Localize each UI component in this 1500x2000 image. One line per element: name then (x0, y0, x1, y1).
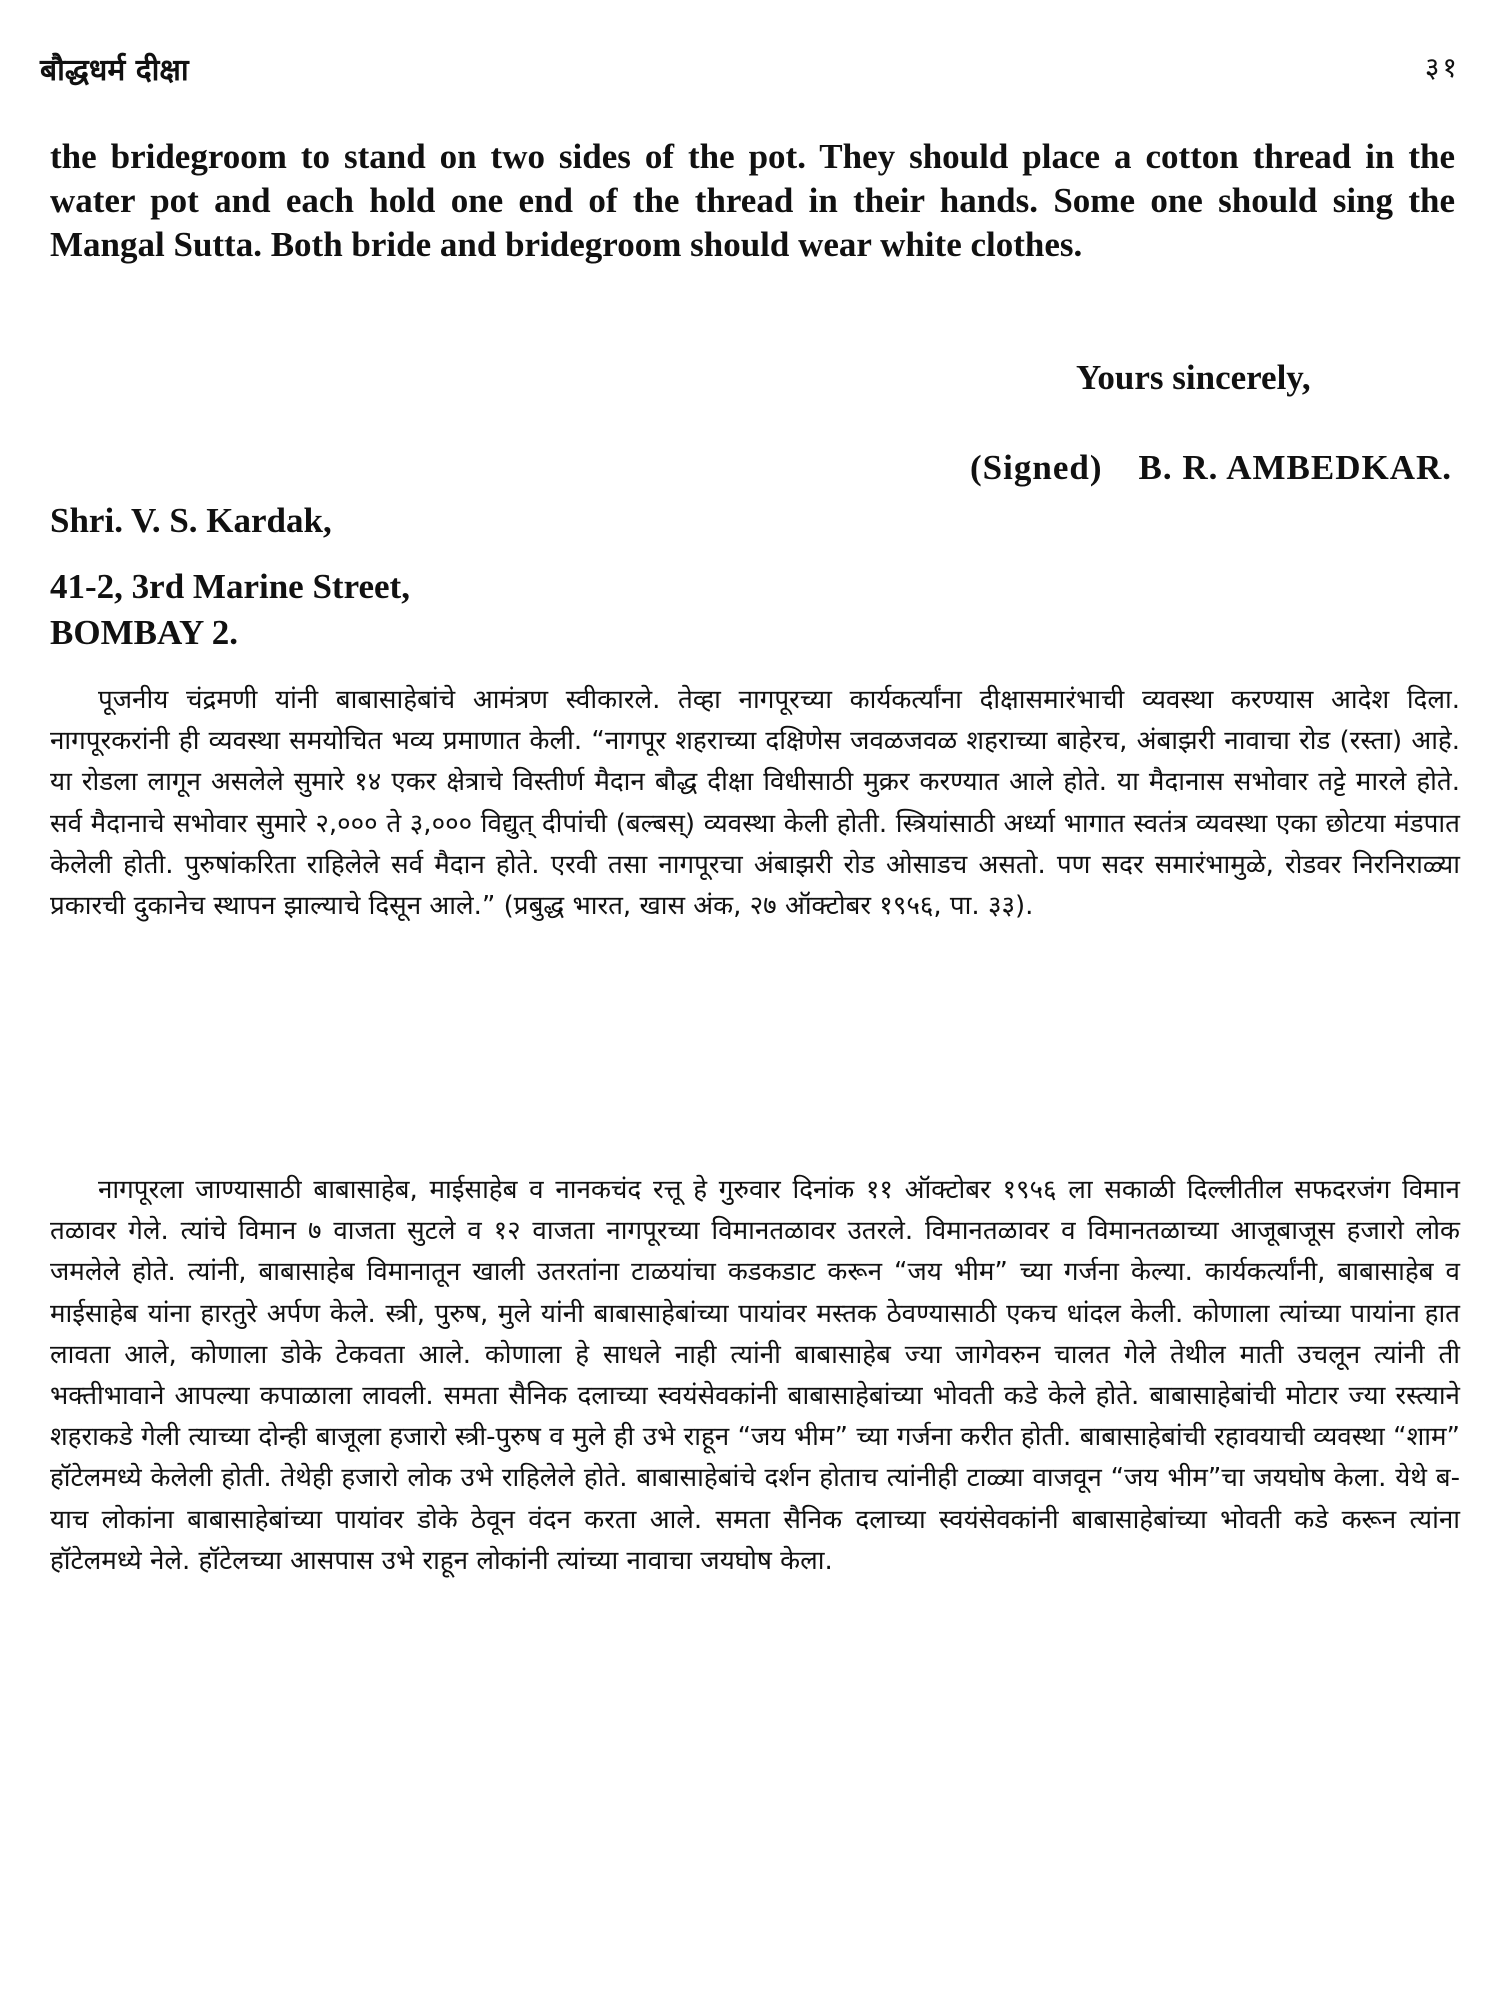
recipient-address (50, 498, 410, 656)
running-title: बौद्धधर्म दीक्षा (40, 53, 189, 88)
letter-paragraph: the bridegroom to stand on two sides of the pot. They should place a cotton thread in the water pot and each hold one end of the thread in their hands. Some one should sing the Mangal Sutta. Both bride and bridegroom should wear white clothes. (50, 137, 1455, 264)
page-number: ३१ (1424, 51, 1460, 84)
letter-signature (970, 448, 1452, 488)
address-line: BOMBAY 2. (50, 613, 238, 652)
marathi-paragraph-2: नागपूरला जाण्यासाठी बाबासाहेब, माईसाहेब व नानकचंद रत्तू हे गुरुवार दिनांक ११ ऑक्टोबर १९५६ ला सकाळी दिल्लीतील सफदरजंग विमान तळावर गेले. त्यांचे विमान ७ वाजता सुटले व १२ वाजता नागपूरच्या विमानतळावर उतरले. विमानतळावर व विमानतळाच्या आजूबाजूस हजारो लोक जमलेले होते. त्यांनी, बाबासाहेब विमानातून खाली उतरतांना टाळयांचा कडकडाट करून “जय भीम” च्या गर्जना केल्या. कार्यकर्त्यांनी, बाबासाहेब व माईसाहेब यांना हारतुरे अर्पण केले. स्त्री, पुरुष, मुले यांनी बाबासाहेबांच्या पायांवर मस्तक ठेवण्यासाठी एकच धांदल केली. कोणाला त्यांच्या पायांना हात लावता आले, कोणाला डोके टेकवता आले. कोणाला हे साधले नाही त्यांनी बाबासाहेब ज्या जागेवरुन चालत गेले तेथील माती उचलून त्यांनी ती भक्तीभावाने आपल्या कपाळाला लावली. समता सैनिक दलाच्या स्वयंसेवकांनी बाबासाहेबांच्या भोवती कडे केले होते. बाबासाहेबांची मोटार ज्या रस्त्याने शहराकडे गेली त्याच्या दोन्ही बाजूला हजारो स्त्री-पुरुष व मुले ही उभे राहून “जय भीम” च्या गर्जना करीत होती. बाबासाहेबांची रहावयाची व्यवस्था “शाम” हॉटेलमध्ये केलेली होती. तेथेही हजारो लोक उभे राहिलेले होते. बाबासाहेबांचे दर्शन होताच त्यांनीही टाळ्या वाजवून “जय भीम”चा जयघोष केला. येथे ब-याच लोकांना बाबासाहेबांच्या पायांवर डोके ठेवून वंदन करता आले. समता सैनिक दलाच्या स्वयंसेवकांनी बाबासाहेबांच्या भोवती कडे करून त्यांना हॉटेलमध्ये नेले. हॉटेलच्या आसपास उभे राहून लोकांनी त्यांच्या नावाचा जयघोष केला. (50, 1175, 1460, 1576)
signed-label: (Signed) (970, 448, 1103, 487)
letter-closing: Yours sincerely, (1076, 358, 1311, 397)
signature-name: B. R. AMBEDKAR. (1138, 448, 1452, 487)
page-header (40, 48, 1460, 98)
address-line: 41-2, 3rd Marine Street, (50, 567, 410, 606)
address-line: Shri. V. S. Kardak, (50, 501, 332, 540)
marathi-paragraph-1: पूजनीय चंद्रमणी यांनी बाबासाहेबांचे आमंत्रण स्वीकारले. तेव्हा नागपूरच्या कार्यकर्त्यांना दीक्षासमारंभाची व्यवस्था करण्यास आदेश दिला. नागपूरकरांनी ही व्यवस्था समयोचित भव्य प्रमाणात केली. “नागपूर शहराच्या दक्षिणेस जवळजवळ शहराच्या बाहेरच, अंबाझरी नावाचा रोड (रस्ता) आहे. या रोडला लागून असलेले सुमारे १४ एकर क्षेत्राचे विस्तीर्ण मैदान बौद्ध दीक्षा विधीसाठी मुक्रर करण्यात आले होते. या मैदानास सभोवार तट्टे मारले होते. सर्व मैदानाचे सभोवार सुमारे २,००० ते ३,००० विद्युत् दीपांची (बल्बस्) व्यवस्था केली होती. स्त्रियांसाठी अर्ध्या भागात स्वतंत्र व्यवस्था एका छोटया मंडपात केलेली होती. पुरुषांकरिता राहिलेले सर्व मैदान होते. एरवी तसा नागपूरचा अंबाझरी रोड ओसाडच असतो. पण सदर समारंभामुळे, रोडवर निरनिराळ्या प्रकारची दुकानेच स्थापन झाल्याचे दिसून आले.” (प्रबुद्ध भारत, खास अंक, २७ ऑक्टोबर १९५६, पा. ३३). (50, 685, 1460, 922)
